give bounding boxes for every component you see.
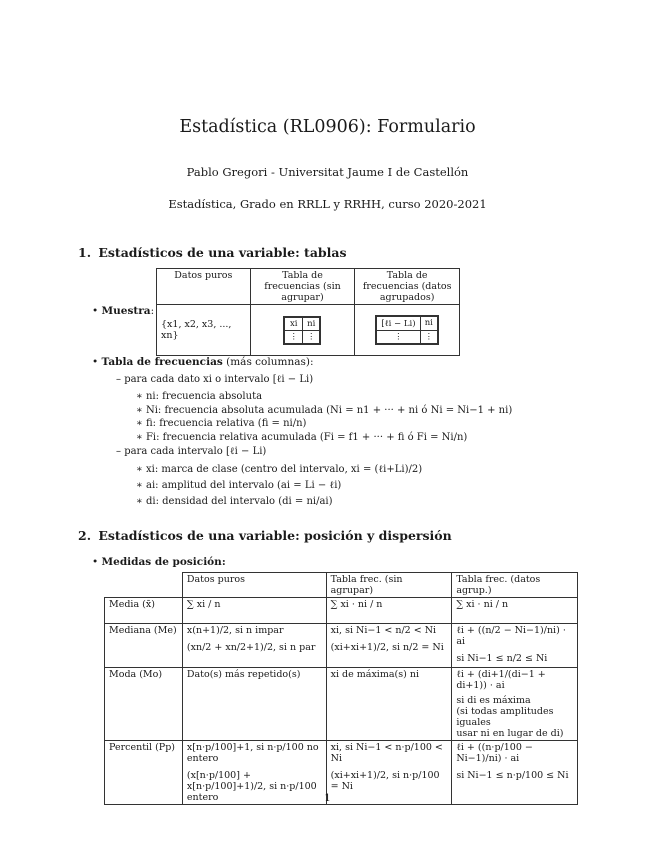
item-1-2: ∗ fi: frecuencia relativa (fi = ni/n) xyxy=(136,418,307,429)
corner-cell xyxy=(105,573,183,598)
item-text: fi: frecuencia relativa (fi = ni/n) xyxy=(145,418,307,429)
header-datos-puros: Datos puros xyxy=(157,269,251,305)
mediana-c2a: xi, si Ni−1 < n/2 < Ni xyxy=(330,625,437,636)
row-label-mediana: Mediana (Me) xyxy=(105,624,183,668)
percentil-c1a: x[n·p/100]+1, si n·p/100 no entero xyxy=(186,742,319,764)
media-c2: ∑ xi · ni / n xyxy=(326,598,452,624)
items-2-list xyxy=(136,462,422,510)
percentil-c2b: (xi+xi+1)/2, si n·p/100 = Ni xyxy=(330,770,440,792)
mini1-dots: ⋮ xyxy=(302,330,320,344)
mediana-c1a: x(n+1)/2, si n impar xyxy=(186,625,284,636)
mini2-dots: ⋮ xyxy=(420,331,438,345)
item-1-0: ∗ ni: frecuencia absoluta xyxy=(136,391,263,402)
percentil-c1b: (x[n·p/100] + x[n·p/100]+1)/2, si n·p/100 entero xyxy=(186,770,317,803)
media-c3: ∑ xi · ni / n xyxy=(452,598,578,624)
mini2-header-n: ni xyxy=(420,316,438,331)
tables-overview xyxy=(156,268,460,356)
item-2-0: ∗ xi: marca de clase (centro del intervalo, xi = (ℓi+Li)/2) xyxy=(136,464,423,475)
mini-table-1 xyxy=(283,316,321,345)
freq-bullet-bold: Tabla de frecuencias xyxy=(101,356,223,368)
moda-c2: xi de máxima(s) ni xyxy=(326,668,452,741)
section-2-heading xyxy=(78,528,452,543)
muestra-bullet: • Muestra: xyxy=(92,305,155,317)
mediana-c3b: si Ni−1 ≤ n/2 ≤ Ni xyxy=(456,653,548,664)
freq-bullet: • Tabla de frecuencias (más columnas): xyxy=(92,356,314,368)
mediana-c3a: ℓi + ((n/2 − Ni−1)/ni) · ai xyxy=(456,625,566,647)
header-agrupados: Tabla de frecuencias (datos agrupados) xyxy=(355,269,460,305)
muestra-value: {x1, x2, x3, ..., xn} xyxy=(157,305,251,356)
header-sin-agrupar: Tabla de frecuencias (sin agrupar) xyxy=(250,269,355,305)
item-text: Fi: frecuencia relativa acumulada (Fi = f1 + ··· + fi ó Fi = Ni/n) xyxy=(145,431,468,443)
sub-bullet-1: – para cada dato xi o intervalo [ℓi − Li) xyxy=(116,374,314,385)
mediana-c2b: (xi+xi+1)/2, si n/2 = Ni xyxy=(330,642,444,653)
author-line: Pablo Gregori - Universitat Jaume I de Castellón xyxy=(186,165,469,179)
moda-c3c: (si todas amplitudes iguales xyxy=(456,706,554,728)
item-text: ni: frecuencia absoluta xyxy=(145,391,263,402)
mediana-c1 xyxy=(182,624,326,668)
mini-table-cell-2 xyxy=(355,305,460,356)
mini-table-cell-1 xyxy=(250,305,355,356)
mini-table-2 xyxy=(375,315,439,345)
moda-c3a: ℓi + (di+1/(di−1 + di+1)) · ai xyxy=(456,669,546,691)
mediana-c3 xyxy=(452,624,578,668)
row-label-moda: Moda (Mo) xyxy=(105,668,183,741)
muestra-label: Muestra xyxy=(101,305,151,317)
section-1-title: Estadísticos de una variable: tablas xyxy=(98,245,347,260)
section-1-number: 1. xyxy=(78,245,92,260)
mediana-c2 xyxy=(326,624,452,668)
col-header-2: Tabla frec. (datos agrup.) xyxy=(452,573,578,598)
moda-c3b: si di es máxima xyxy=(456,695,531,706)
posicion-bullet: • Medidas de posición: xyxy=(92,556,226,568)
moda-c1: Dato(s) más repetido(s) xyxy=(182,668,326,741)
item-text: di: densidad del intervalo (di = ni/ai) xyxy=(145,496,333,507)
item-text: Ni: frecuencia absoluta acumulada (Ni = n1 + ··· + ni ó Ni = Ni−1 + ni) xyxy=(145,404,513,416)
mini1-header-n: ni xyxy=(302,317,320,331)
item-2-2: ∗ di: densidad del intervalo (di = ni/ai) xyxy=(136,496,333,507)
moda-c3 xyxy=(452,668,578,741)
section-2-title: Estadísticos de una variable: posición y dispersión xyxy=(98,528,452,543)
page-title: Estadística (RL0906): Formulario xyxy=(179,117,476,137)
sub-bullet-2-text: para cada intervalo [ℓi − Li) xyxy=(124,446,267,457)
mediana-c1b: (xn/2 + xn/2+1)/2, si n par xyxy=(186,642,316,653)
item-1-1: ∗ Ni: frecuencia absoluta acumulada (Ni = n1 + ··· + ni ó Ni = Ni−1 + ni) xyxy=(136,404,513,416)
mini2-header-interval: [ℓi − Li) xyxy=(376,316,420,331)
percentil-c3a: ℓi + ((n·p/100 − Ni−1)/ni) · ai xyxy=(456,742,533,764)
page-number: 1 xyxy=(324,793,331,804)
media-c1: ∑ xi / n xyxy=(182,598,326,624)
moda-c3d: usar ni en lugar de di) xyxy=(456,728,564,739)
mini1-dots: ⋮ xyxy=(284,330,302,344)
percentil-c3b: si Ni−1 ≤ n·p/100 ≤ Ni xyxy=(456,770,569,781)
mini1-header-x: xi xyxy=(284,317,302,331)
posicion-bullet-text: Medidas de posición: xyxy=(101,556,226,568)
item-1-3: ∗ Fi: frecuencia relativa acumulada (Fi = f1 + ··· + fi ó Fi = Ni/n) xyxy=(136,431,468,443)
items-1-list xyxy=(136,390,512,444)
freq-bullet-rest: (más columnas): xyxy=(226,356,314,368)
col-header-1: Tabla frec. (sin agrupar) xyxy=(326,573,452,598)
mini2-dots: ⋮ xyxy=(376,331,420,345)
sub-bullet-2: – para cada intervalo [ℓi − Li) xyxy=(116,446,267,457)
col-header-0: Datos puros xyxy=(182,573,326,598)
section-2-number: 2. xyxy=(78,528,92,543)
section-1-heading xyxy=(78,245,347,260)
row-label-percentil: Percentil (Pp) xyxy=(105,741,183,805)
item-text: ai: amplitud del intervalo (ai = Li − ℓi) xyxy=(145,480,342,491)
percentil-c2a: xi, si Ni−1 < n·p/100 < Ni xyxy=(330,742,443,764)
item-text: xi: marca de clase (centro del intervalo, xi = (ℓi+Li)/2) xyxy=(145,464,423,475)
item-2-1: ∗ ai: amplitud del intervalo (ai = Li − ℓi) xyxy=(136,480,342,491)
position-measures-table xyxy=(104,572,578,805)
course-line: Estadística, Grado en RRLL y RRHH, curso 2020-2021 xyxy=(168,197,487,211)
sub-bullet-1-text: para cada dato xi o intervalo [ℓi − Li) xyxy=(124,374,314,385)
row-label-media: Media (x̄) xyxy=(105,598,183,624)
